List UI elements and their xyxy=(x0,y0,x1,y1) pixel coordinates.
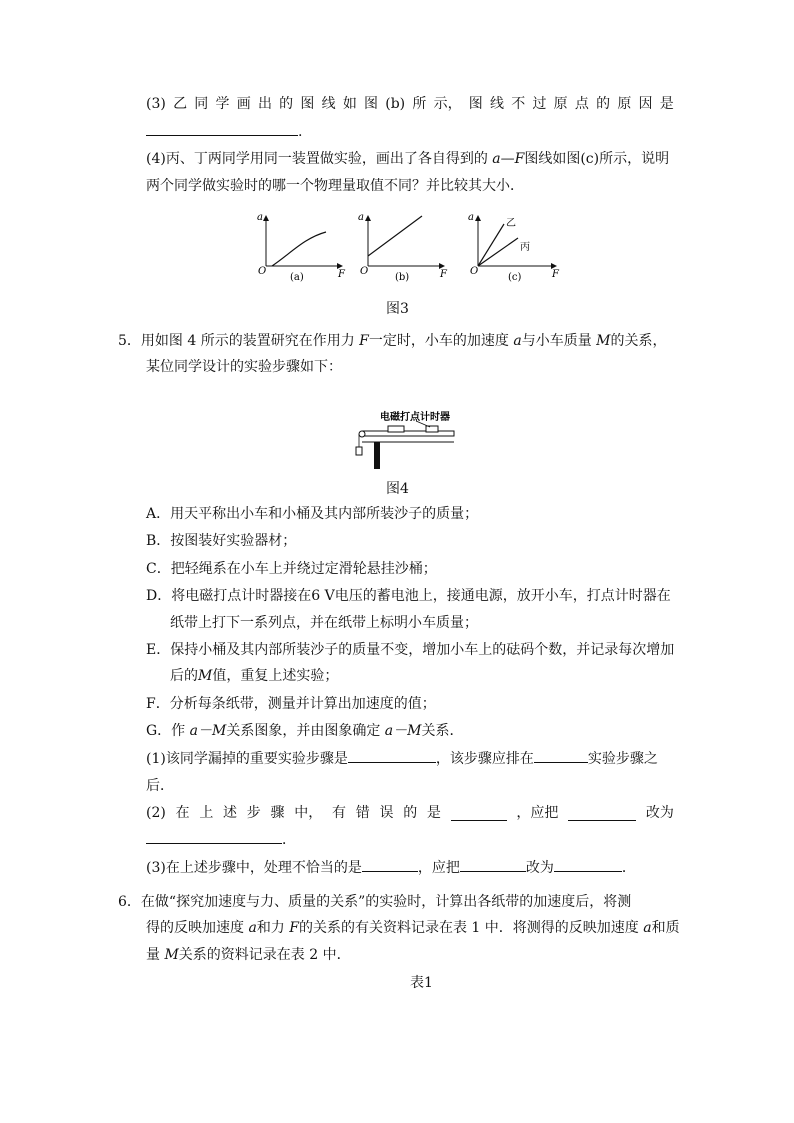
axis-label-f: F xyxy=(338,269,345,280)
sub-q2-word: 骤 xyxy=(270,805,285,821)
q4-part3-word: 是 xyxy=(659,96,674,112)
q6-line1: 6．在做“探究加速度与力、质量的关系”的实验时，计算出各纸带的加速度后，将测 xyxy=(118,894,632,910)
figure3-caption: 图3 xyxy=(386,301,409,317)
sub-q2-line1: (2) 在 上 述 步 骤 中， 有 错 误 的 是 ，应把 改为 xyxy=(146,802,674,824)
answer-blank[interactable] xyxy=(554,857,622,872)
step-d-line2: 纸带上打下一系列点，并在纸带上标明小车质量； xyxy=(170,615,478,631)
apparatus-label: 电磁打点计时器 xyxy=(380,412,450,423)
sub-q2-word: 上 xyxy=(199,805,214,821)
q4-part3-word: (b) xyxy=(385,96,406,112)
q4-part3-word: 因 xyxy=(638,96,653,112)
figure3-graphs xyxy=(250,210,570,290)
q4-part3-word: 过 xyxy=(532,96,547,112)
line-label-yi: 乙 xyxy=(506,218,516,229)
step-b: B．按图装好实验器材； xyxy=(146,533,297,549)
sub-q2-word: 在 xyxy=(175,805,190,821)
origin-label: O xyxy=(360,266,369,277)
q4-part3-word: 点 xyxy=(574,96,589,112)
track-top xyxy=(362,431,454,436)
pulley xyxy=(359,431,365,437)
q5-line1: 5．用如图 4 所示的装置研究在作用力 F一定时，小车的加速度 a与小车质量 M的关系， xyxy=(118,333,667,349)
sub-q1-line1: (1)该同学漏掉的重要实验步骤是 ，该步骤应排在 实验步骤之 xyxy=(146,748,658,770)
sub-q2-word: 误 xyxy=(379,805,394,821)
step-g: G．作 a－M关系图象，并由图象确定 a－M关系． xyxy=(146,723,464,739)
sub-q2-word: (2) xyxy=(146,805,166,821)
graph-a xyxy=(257,212,346,283)
answer-blank[interactable] xyxy=(146,829,282,844)
q4-part3-word: 原 xyxy=(553,96,568,112)
answer-blank[interactable] xyxy=(534,748,588,763)
q4-part3-word: 原 xyxy=(617,96,632,112)
q4-part3-word: 线 xyxy=(321,96,336,112)
graph-label-a: (a) xyxy=(290,272,304,283)
line-b xyxy=(368,216,422,256)
q4-part3-line xyxy=(146,93,674,115)
q4-part3-word: 出 xyxy=(257,96,272,112)
sub-q2-line2: ． xyxy=(146,829,296,851)
q4-part3-word: 的 xyxy=(596,96,611,112)
step-d-line1: D．将电磁打点计时器接在6 V电压的蓄电池上，接通电源，放开小车，打点计时器在 xyxy=(146,588,671,604)
figure4-apparatus xyxy=(348,407,460,471)
sub-q2-word: 是 xyxy=(426,805,441,821)
axis-label-a: a xyxy=(257,212,263,223)
line-bing xyxy=(478,238,518,266)
sub-q3-line: (3)在上述步骤中，处理不恰当的是 ，应把 改为 ． xyxy=(146,857,636,879)
q4-part3-word: 画 xyxy=(236,96,251,112)
graph-b xyxy=(358,212,448,283)
figure4-caption: 图4 xyxy=(386,481,409,497)
step-a: A．用天平称出小车和小桶及其内部所装沙子的质量； xyxy=(146,506,479,522)
sub-q2-word: 步 xyxy=(246,805,261,821)
q6-line2: 得的反映加速度 a和力 F的关系的有关资料记录在表 1 中．将测得的反映加速度 a和质 xyxy=(146,920,680,936)
answer-blank[interactable] xyxy=(460,857,526,872)
a-f-variable: a—F xyxy=(492,151,525,167)
sub-q2-word: 中， xyxy=(294,805,323,821)
q6-line3: 量 M关系的资料记录在表 2 中． xyxy=(146,947,351,963)
q4-part3-word: 同 xyxy=(194,96,209,112)
origin-label: O xyxy=(258,266,267,277)
q4-part4-line1: (4)丙、丁两同学用同一装置做实验，画出了各自得到的 a—F图线如图(c)所示，说明 xyxy=(146,151,670,167)
sub-q2-word: 有 xyxy=(331,805,346,821)
q4-part3-word: 如 xyxy=(342,96,357,112)
q4-part3-word: 乙 xyxy=(173,96,188,112)
cart xyxy=(388,426,404,432)
axis-label-a: a xyxy=(468,212,474,223)
sub-q2-word: 错 xyxy=(355,805,370,821)
q5-line2: 某位同学设计的实验步骤如下： xyxy=(146,359,342,375)
sand-bucket xyxy=(356,447,362,455)
sub-q2-word: 述 xyxy=(223,805,238,821)
line-label-bing: 丙 xyxy=(520,242,530,253)
q4-part3-word: 所 xyxy=(412,96,427,112)
sub-q2-word: 的 xyxy=(403,805,418,821)
q4-part3-word: 图 xyxy=(300,96,315,112)
q4-part3-word: 不 xyxy=(511,96,526,112)
table1-caption: 表1 xyxy=(410,975,433,991)
axis-label-f: F xyxy=(552,269,559,280)
q4-part3-word: 图 xyxy=(468,96,483,112)
q4-part3-word: 学 xyxy=(215,96,230,112)
timer xyxy=(426,426,438,432)
axis-label-f: F xyxy=(440,269,447,280)
step-e-line2: 后的M值，重复上述实验； xyxy=(170,668,339,684)
answer-blank[interactable] xyxy=(362,857,418,872)
step-e-line1: E．保持小桶及其内部所装沙子的质量不变，增加小车上的砝码个数，并记录每次增加 xyxy=(146,642,675,658)
step-f: F．分析每条纸带，测量并计算出加速度的值； xyxy=(146,696,436,712)
q4-part3-word: 的 xyxy=(279,96,294,112)
answer-blank[interactable] xyxy=(451,806,507,821)
graph-c xyxy=(468,212,560,283)
q4-part3-answer-line: . xyxy=(146,121,302,143)
answer-blank[interactable] xyxy=(348,748,436,763)
q4-part4-line2: 两个同学做实验时的哪一个物理量取值不同？并比较其大小． xyxy=(146,178,524,194)
q4-part3-word: 图 xyxy=(364,96,379,112)
step-c: C．把轻绳系在小车上并绕过定滑轮悬挂沙桶； xyxy=(146,561,437,577)
q4-part3-number: (3) xyxy=(146,96,166,112)
sub-q1-line2: 后． xyxy=(146,778,174,794)
table-leg xyxy=(374,442,380,469)
origin-label: O xyxy=(470,266,479,277)
curve-a xyxy=(272,232,326,266)
axis-label-a: a xyxy=(358,212,364,223)
answer-blank[interactable] xyxy=(146,121,298,136)
q4-part3-word: 线 xyxy=(490,96,505,112)
q4-part3-word: 示， xyxy=(433,96,462,112)
line-yi xyxy=(478,224,504,266)
answer-blank[interactable] xyxy=(568,806,636,821)
graph-label-b: (b) xyxy=(395,272,410,283)
graph-label-c: (c) xyxy=(508,272,522,283)
